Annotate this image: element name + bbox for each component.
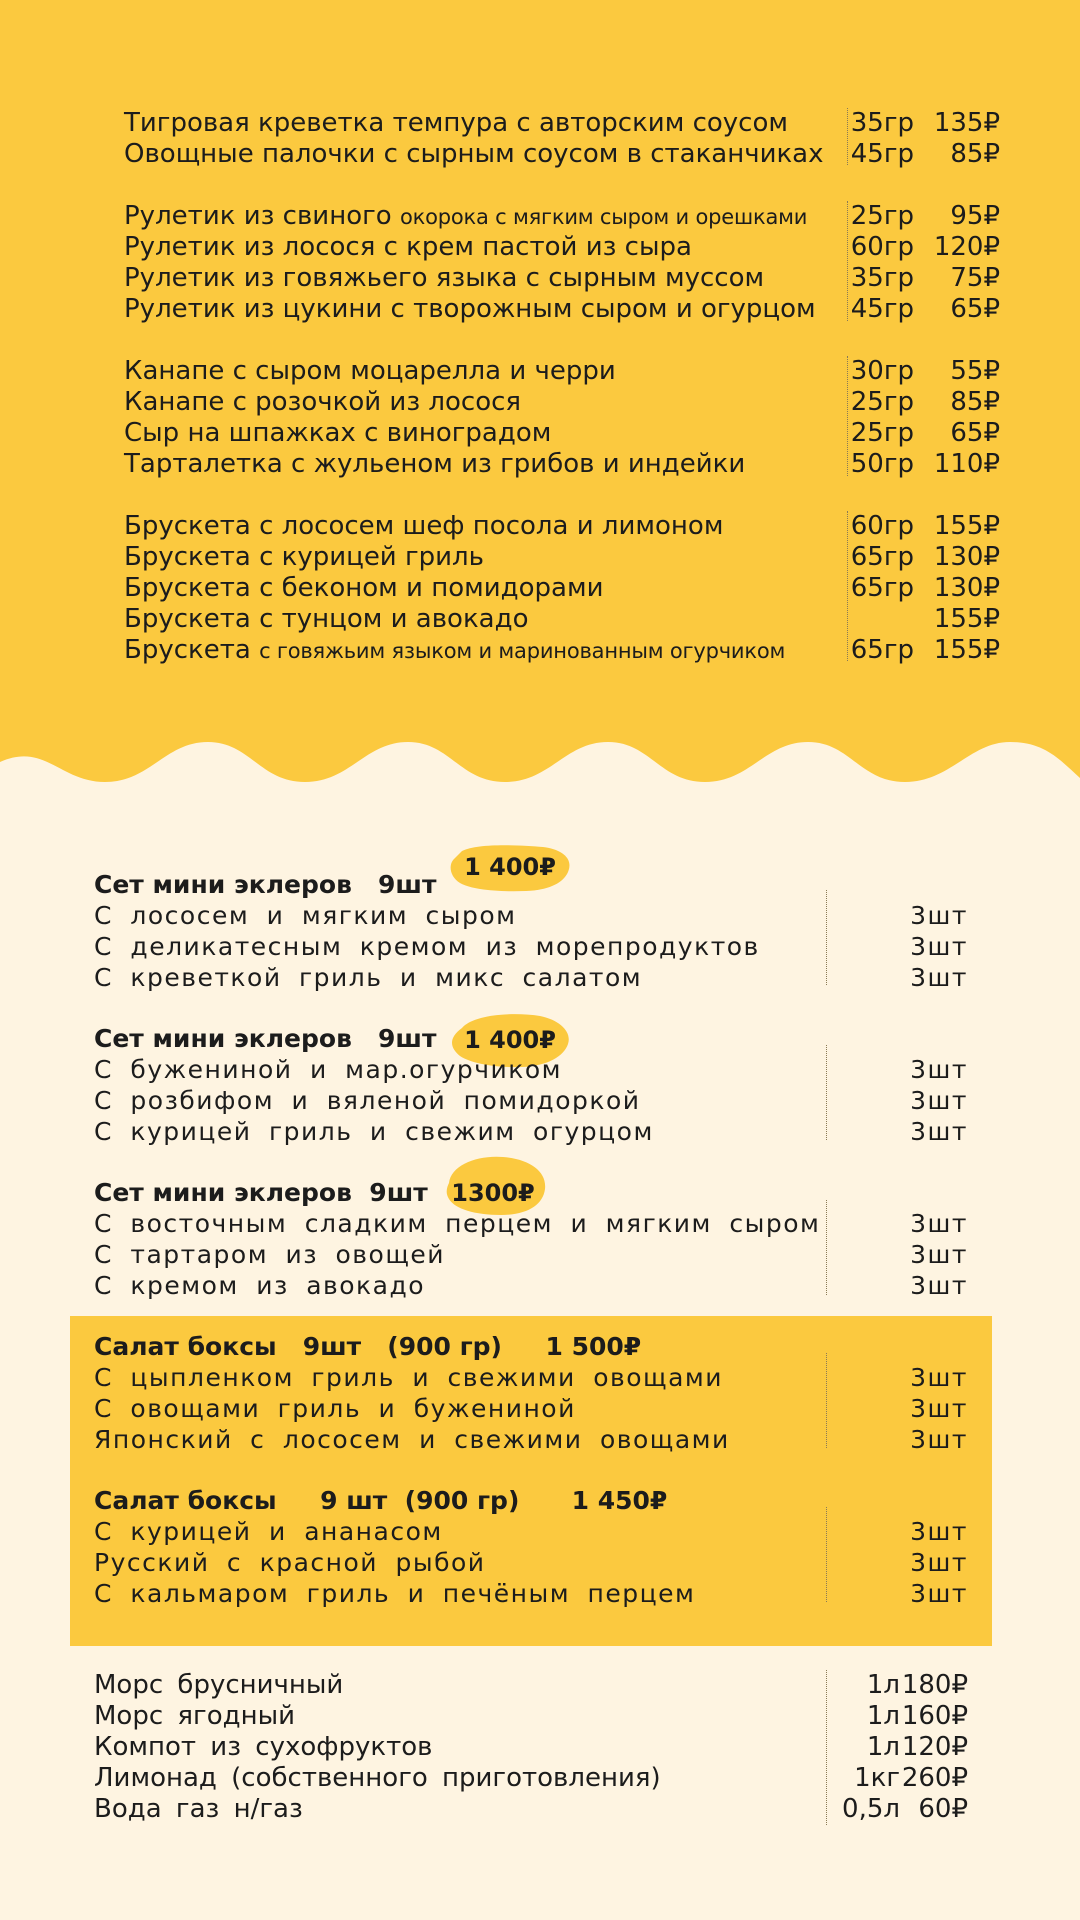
set-item-qty: 3шт: [910, 1117, 968, 1146]
sets-divider: [826, 1200, 827, 1295]
salad-item-qty: 3шт: [910, 1394, 968, 1423]
item-weight: 60гр: [850, 232, 914, 262]
set-title: Сет мини эклеров 9шт: [94, 1178, 428, 1207]
drink-price: 180₽: [901, 1670, 968, 1700]
salad-item-qty: 3шт: [910, 1425, 968, 1454]
item-weight: 30гр: [850, 356, 914, 386]
item-price: 95₽: [950, 201, 1000, 231]
item-price: 120₽: [933, 232, 1000, 262]
item-name: Рулетик из цукини с творожным сыром и огурцом: [124, 294, 816, 324]
item-price: 130₽: [933, 542, 1000, 572]
drink-price: 120₽: [901, 1732, 968, 1762]
set-item-name: С бужениной и мар.огурчиком: [94, 1055, 563, 1084]
salad-item-qty: 3шт: [910, 1517, 968, 1546]
set-item-name: С розбифом и вяленой помидоркой: [94, 1086, 641, 1115]
item-name: Канапе с розочкой из лосося: [124, 387, 522, 417]
item-name: Рулетик из свиного: [124, 201, 392, 231]
set-item-qty: 3шт: [910, 932, 968, 961]
sets-divider: [826, 1045, 827, 1140]
drink-price: 260₽: [901, 1763, 968, 1793]
set-price: 1300₽: [451, 1179, 535, 1207]
drink-price: 160₽: [901, 1701, 968, 1731]
drink-name: Морс брусничный: [94, 1670, 344, 1700]
set-item-name: С курицей гриль и свежим огурцом: [94, 1117, 654, 1146]
item-price: 130₽: [933, 573, 1000, 603]
item-name-detail: с говяжьим языком и маринованным огурчиком: [259, 639, 786, 663]
set-item-name: С кремом из авокадо: [94, 1271, 426, 1300]
set-item-qty: 3шт: [910, 1209, 968, 1238]
item-weight: 50гр: [850, 449, 914, 479]
item-weight: 35гр: [850, 108, 914, 138]
drink-name: Морс ягодный: [94, 1701, 296, 1731]
item-weight: 45гр: [850, 294, 914, 324]
sets-list: [94, 870, 968, 1610]
snacks-list: [124, 108, 1000, 668]
set-title: Сет мини эклеров 9шт: [94, 870, 437, 899]
item-weight: 25гр: [850, 387, 914, 417]
set-item-name: С тартаром из овощей: [94, 1240, 445, 1269]
set-item-qty: 3шт: [910, 1055, 968, 1084]
salad-box-title: Салат боксы 9шт (900 гр) 1 500₽: [94, 1332, 642, 1361]
salad-item-qty: 3шт: [910, 1548, 968, 1577]
salad-item-qty: 3шт: [910, 1579, 968, 1608]
salad-item-name: Русский с красной рыбой: [94, 1548, 486, 1577]
item-price: 110₽: [933, 449, 1000, 479]
set-item-name: С деликатесным кремом из морепродуктов: [94, 932, 760, 961]
item-price: 55₽: [950, 356, 1000, 386]
drink-volume: 1л: [866, 1701, 900, 1731]
drink-volume: 0,5л: [842, 1794, 900, 1824]
set-item-name: С восточным сладким перцем и мягким сыром: [94, 1209, 821, 1238]
item-name: Брускета с курицей гриль: [124, 542, 484, 572]
sets-divider: [826, 1507, 827, 1602]
item-weight: 25гр: [850, 418, 914, 448]
item-weight: 65гр: [850, 542, 914, 572]
set-item-name: С креветкой гриль и микс салатом: [94, 963, 643, 992]
set-price: 1 400₽: [464, 1026, 556, 1054]
set-item-qty: 3шт: [910, 901, 968, 930]
set-item-qty: 3шт: [910, 963, 968, 992]
drink-volume: 1л: [866, 1732, 900, 1762]
drink-price: 60₽: [918, 1794, 968, 1824]
item-price: 65₽: [950, 418, 1000, 448]
sets-divider: [826, 890, 827, 985]
set-price: 1 400₽: [464, 853, 556, 881]
item-price: 75₽: [950, 263, 1000, 293]
drinks-list: [94, 1670, 968, 1830]
set-item-name: С лососем и мягким сыром: [94, 901, 517, 930]
item-weight: 25гр: [850, 201, 914, 231]
drink-name: Компот из сухофруктов: [94, 1732, 433, 1762]
item-name: Тигровая креветка темпура с авторским соусом: [124, 108, 788, 138]
drink-name: Вода газ н/газ: [94, 1794, 303, 1824]
item-name: Тарталетка с жульеном из грибов и индейки: [124, 449, 746, 479]
drink-volume: 1л: [866, 1670, 900, 1700]
item-price: 85₽: [950, 139, 1000, 169]
salad-item-name: С цыпленком гриль и свежими овощами: [94, 1363, 723, 1392]
item-weight: 45гр: [850, 139, 914, 169]
item-name: Сыр на шпажках с виноградом: [124, 418, 552, 448]
item-price: 155₽: [933, 511, 1000, 541]
item-price: 155₽: [933, 635, 1000, 665]
drinks-divider: [826, 1670, 827, 1825]
salad-item-name: С овощами гриль и бужениной: [94, 1394, 576, 1423]
snacks-divider: [847, 511, 848, 661]
item-name-detail: окорока с мягким сыром и орешками: [399, 205, 808, 229]
set-item-qty: 3шт: [910, 1271, 968, 1300]
item-name: Канапе с сыром моцарелла и черри: [124, 356, 616, 386]
salad-item-qty: 3шт: [910, 1363, 968, 1392]
item-price: 135₽: [933, 108, 1000, 138]
set-item-qty: 3шт: [910, 1086, 968, 1115]
salad-item-name: С курицей и ананасом: [94, 1517, 443, 1546]
item-name: Рулетик из говяжьего языка с сырным муссом: [124, 263, 765, 293]
salad-item-name: Японский с лососем и свежими овощами: [94, 1425, 730, 1454]
item-name: Овощные палочки с сырным соусом в стаканчиках: [124, 139, 824, 169]
item-weight: 65гр: [850, 635, 914, 665]
item-name: Брускета с тунцом и авокадо: [124, 604, 529, 634]
set-title: Сет мини эклеров 9шт: [94, 1024, 437, 1053]
set-item-qty: 3шт: [910, 1240, 968, 1269]
item-name: Рулетик из лосося с крем пастой из сыра: [124, 232, 692, 262]
item-weight: 60гр: [850, 511, 914, 541]
salad-box-title: Салат боксы 9 шт (900 гр) 1 450₽: [94, 1486, 668, 1515]
item-name: Брускета с беконом и помидорами: [124, 573, 604, 603]
item-price: 65₽: [950, 294, 1000, 324]
item-name: Брускета с лососем шеф посола и лимоном: [124, 511, 724, 541]
item-price: 85₽: [950, 387, 1000, 417]
drink-name: Лимонад (собственного приготовления): [94, 1763, 661, 1793]
item-weight: 35гр: [850, 263, 914, 293]
item-name: Брускета: [124, 635, 251, 665]
snacks-divider: [847, 201, 848, 321]
salad-item-name: С кальмаром гриль и печёным перцем: [94, 1579, 696, 1608]
sets-divider: [826, 1353, 827, 1448]
snacks-divider: [847, 356, 848, 476]
drink-volume: 1кг: [854, 1763, 900, 1793]
item-price: 155₽: [933, 604, 1000, 634]
item-weight: 65гр: [850, 573, 914, 603]
snacks-divider: [847, 108, 848, 165]
